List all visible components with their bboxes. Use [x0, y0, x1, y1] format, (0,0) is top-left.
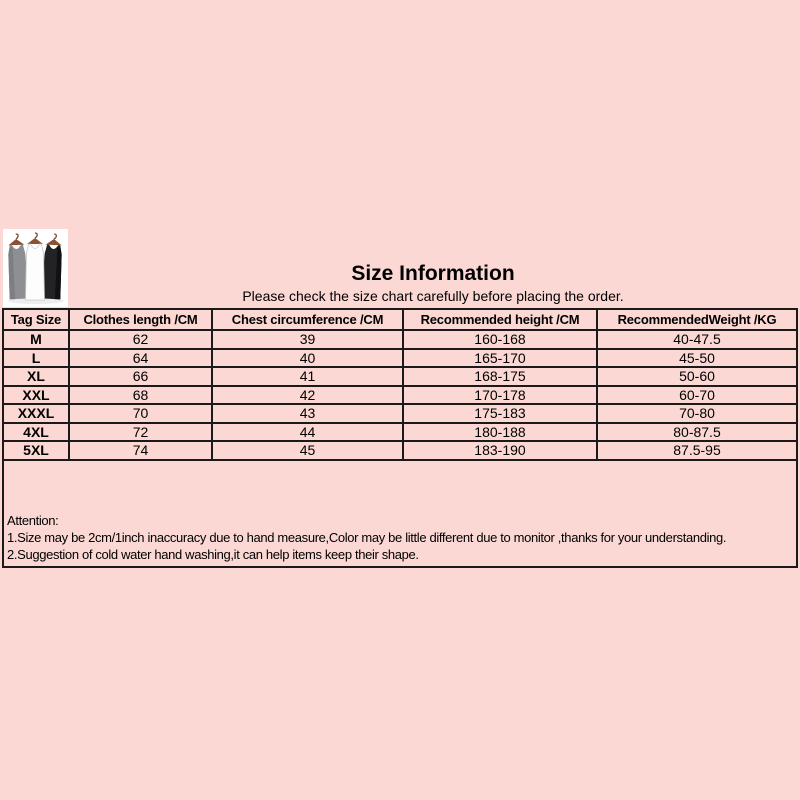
recommended-height-value: 180-188 — [403, 423, 597, 442]
size-row-xl — [3, 367, 797, 386]
recommended-height-value: 160-168 — [403, 330, 597, 349]
recommended-height-value: 170-178 — [403, 386, 597, 405]
size-label: 5XL — [3, 441, 69, 460]
size-label: 4XL — [3, 423, 69, 442]
size-row-l — [3, 349, 797, 368]
attention-line-1: 1.Size may be 2cm/1inch inaccuracy due to hand measure,Color may be little different due to monitor ,thanks for your understanding. — [7, 529, 727, 545]
chest-circumference-value: 43 — [212, 404, 403, 423]
size-table — [2, 308, 798, 568]
clothes-length-value: 62 — [69, 330, 212, 349]
recommended-weight-value: 50-60 — [597, 367, 797, 386]
size-row-xxl — [3, 386, 797, 405]
size-row-4xl — [3, 423, 797, 442]
recommended-weight-value: 40-47.5 — [597, 330, 797, 349]
recommended-weight-value: 70-80 — [597, 404, 797, 423]
size-label: L — [3, 349, 69, 368]
col-header-tag-size: Tag Size — [3, 309, 69, 330]
recommended-weight-value: 80-87.5 — [597, 423, 797, 442]
tank-dresses-illustration — [3, 229, 68, 307]
size-row-5xl — [3, 441, 797, 460]
clothes-length-value: 66 — [69, 367, 212, 386]
recommended-height-value: 165-170 — [403, 349, 597, 368]
col-header-recommended-weight: RecommendedWeight /KG — [597, 309, 797, 330]
recommended-weight-value: 87.5-95 — [597, 441, 797, 460]
product-photo — [3, 229, 68, 307]
clothes-length-value: 64 — [69, 349, 212, 368]
attention-line-2: 2.Suggestion of cold water hand washing,it can help items keep their shape. — [7, 546, 419, 562]
page-title: Size Information — [351, 262, 515, 285]
recommended-height-value: 175-183 — [403, 404, 597, 423]
clothes-length-value: 68 — [69, 386, 212, 405]
white-tank-dress — [26, 233, 45, 300]
col-header-clothes-length: Clothes length /CM — [69, 309, 212, 330]
recommended-weight-value: 60-70 — [597, 386, 797, 405]
attention-heading: Attention: — [7, 512, 59, 528]
col-header-recommended-height: Recommended height /CM — [403, 309, 597, 330]
page-subtitle: Please check the size chart carefully before placing the order. — [242, 288, 624, 304]
size-row-m — [3, 330, 797, 349]
size-label: XXXL — [3, 404, 69, 423]
size-row-xxxl — [3, 404, 797, 423]
col-header-chest-circumference: Chest circumference /CM — [212, 309, 403, 330]
chest-circumference-value: 45 — [212, 441, 403, 460]
size-label: M — [3, 330, 69, 349]
chest-circumference-value: 39 — [212, 330, 403, 349]
clothes-length-value: 72 — [69, 423, 212, 442]
size-table-header-row — [3, 309, 797, 330]
chest-circumference-value: 41 — [212, 367, 403, 386]
size-label: XXL — [3, 386, 69, 405]
chest-circumference-value: 40 — [212, 349, 403, 368]
attention-note — [3, 460, 797, 567]
attention-row — [3, 460, 797, 567]
recommended-height-value: 168-175 — [403, 367, 597, 386]
recommended-weight-value: 45-50 — [597, 349, 797, 368]
clothes-length-value: 74 — [69, 441, 212, 460]
chest-circumference-value: 44 — [212, 423, 403, 442]
chest-circumference-value: 42 — [212, 386, 403, 405]
size-label: XL — [3, 367, 69, 386]
clothes-length-value: 70 — [69, 404, 212, 423]
headline-block — [66, 261, 800, 305]
recommended-height-value: 183-190 — [403, 441, 597, 460]
